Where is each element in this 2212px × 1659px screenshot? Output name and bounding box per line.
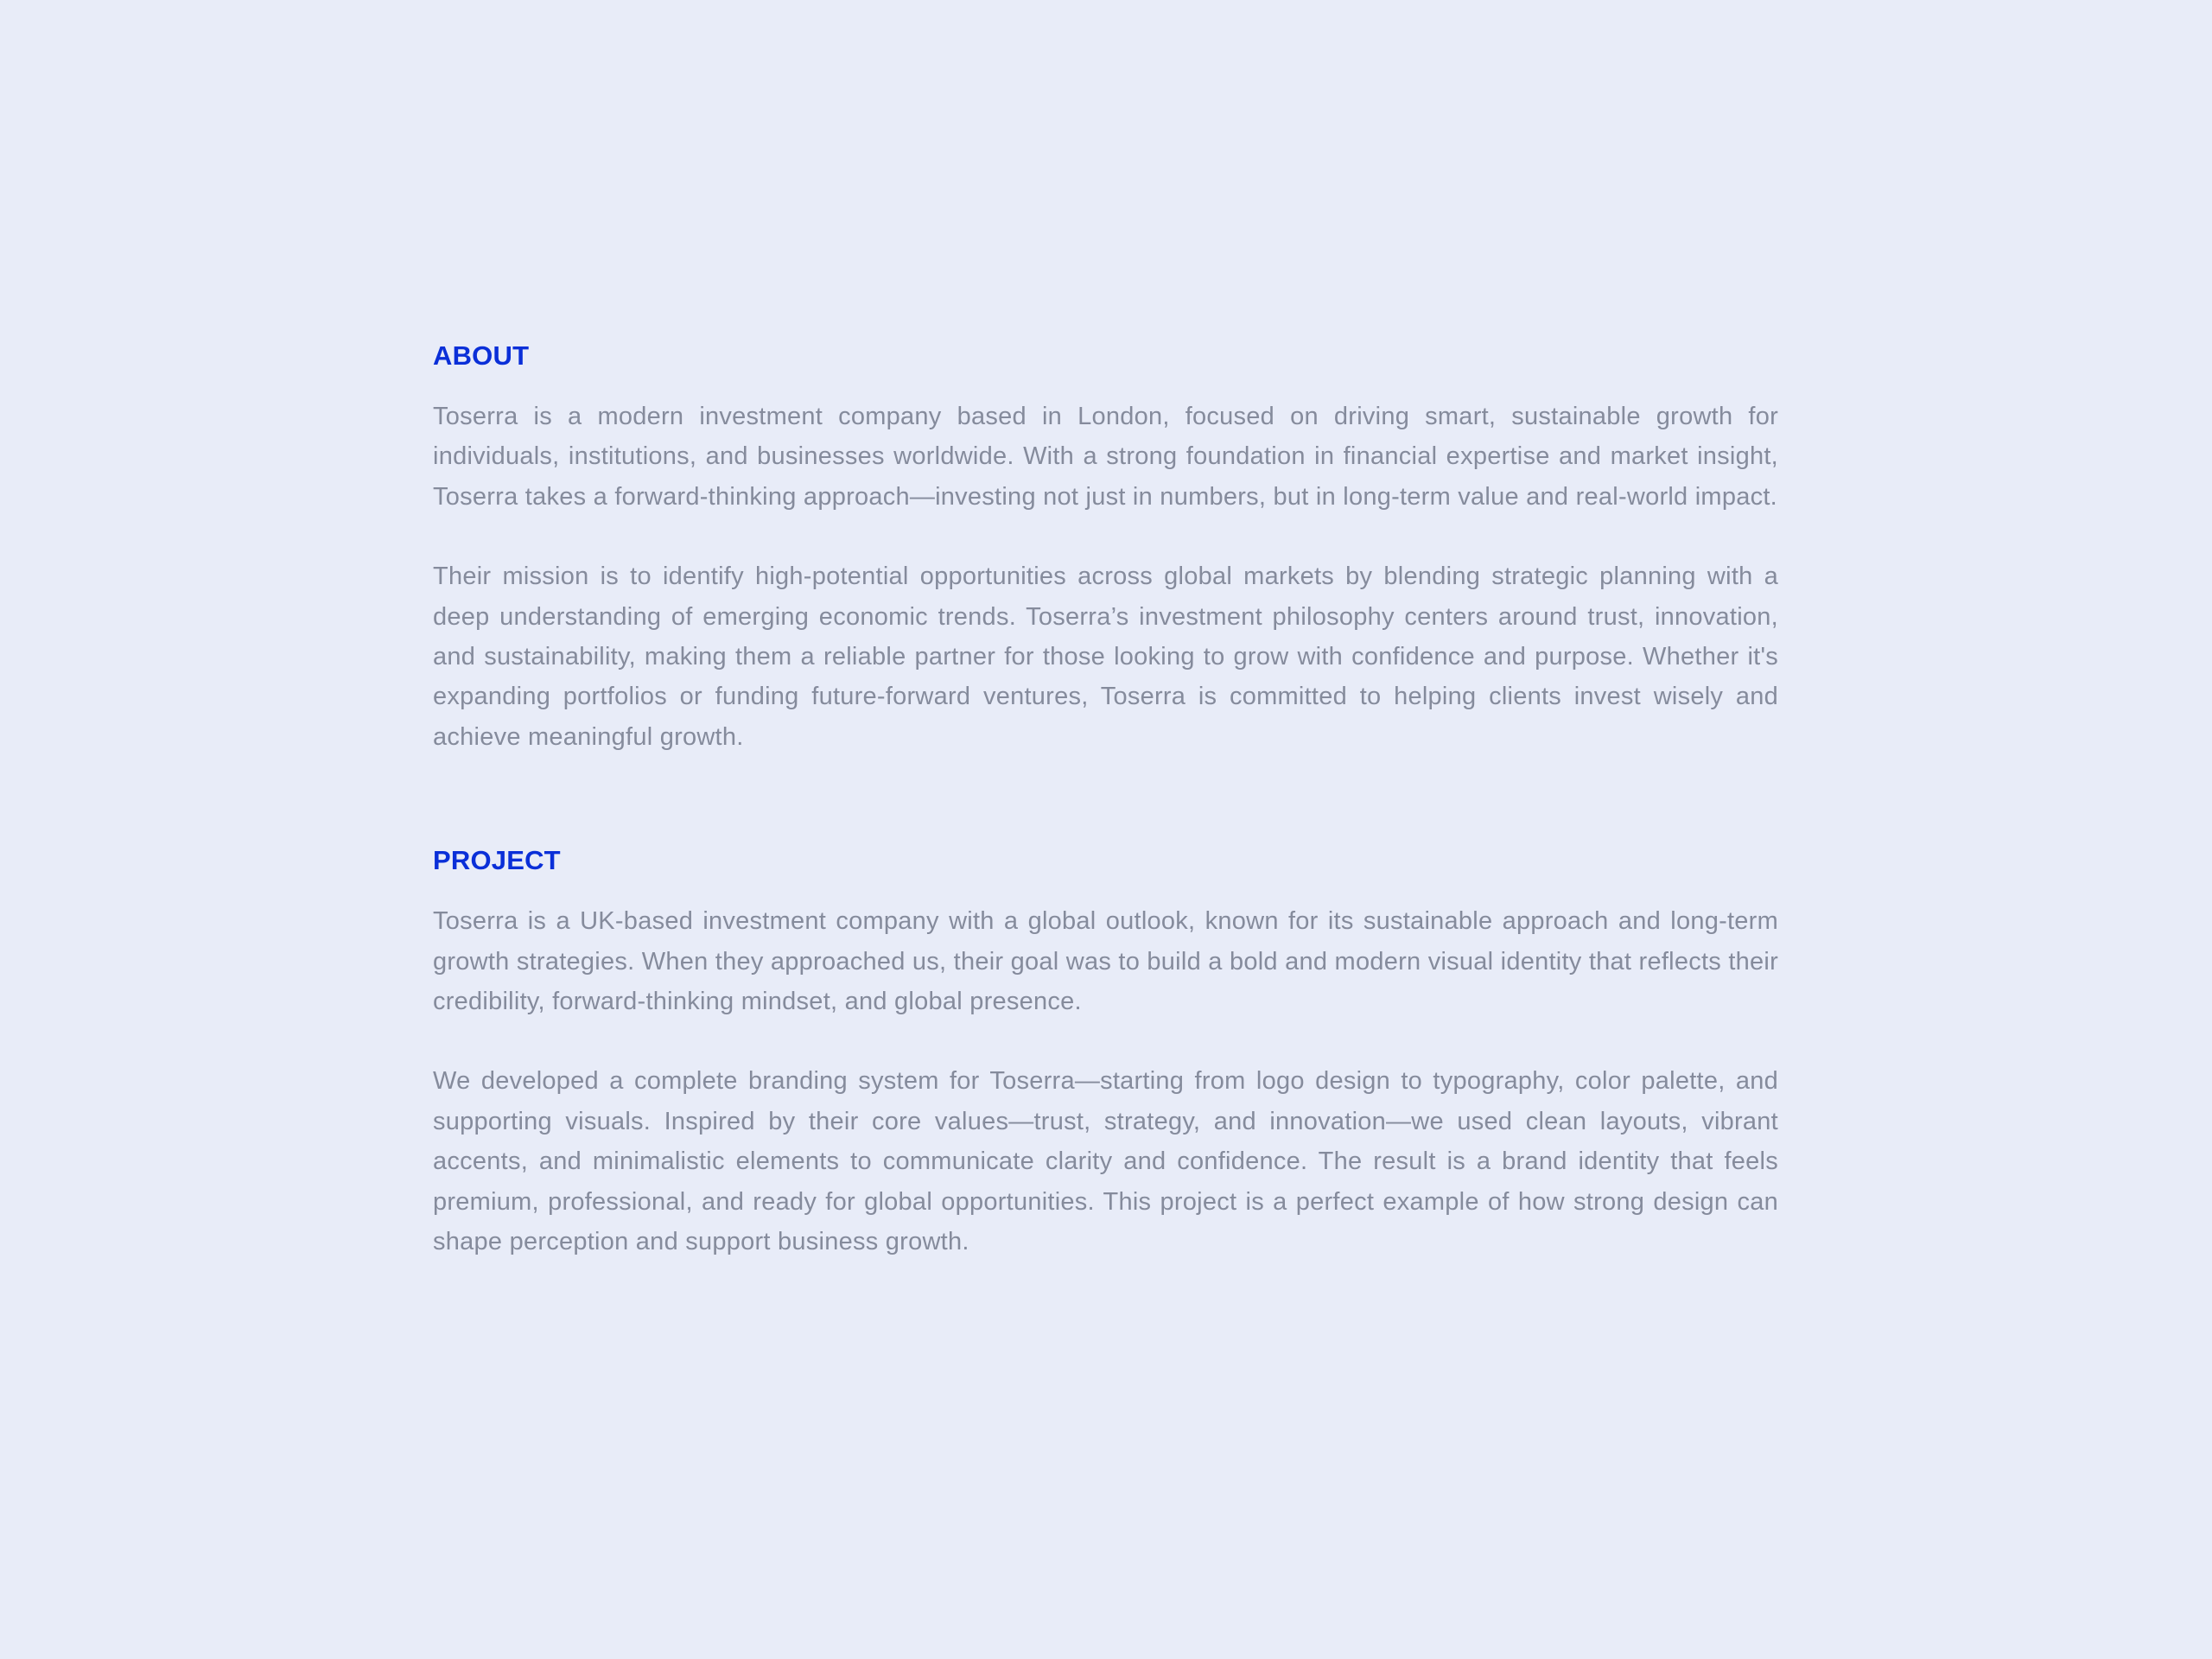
project-paragraph-2: We developed a complete branding system for Toserra—starting from logo design to typography, color palette, and supporting visuals. Inspired by their core values—trust, strategy, and innovation—we used clean layouts, vibrant accents, and minimalistic elements to communicate clarity and confidence. The result is a brand identity that feels premium, professional, and ready for global opportunities. This project is a perfect example of how strong design can shape perception and support business growth.	[433, 1067, 1778, 1256]
about-paragraph-1: Toserra is a modern investment company based in London, focused on driving smart, sustainable growth for individuals, institutions, and businesses worldwide. With a strong foundation in financial expertise and market insight, Toserra takes a forward-thinking approach—investing not just in numbers, but in long-term value and real-world impact.	[433, 403, 1778, 511]
project-heading: PROJECT	[433, 845, 561, 876]
content	[433, 337, 1778, 1262]
project-paragraph-1: Toserra is a UK-based investment company with a global outlook, known for its sustainable approach and long-term growth strategies. When they approached us, their goal was to build a bold and modern visual identity that reflects their credibility, forward-thinking mindset, and global presence.	[433, 907, 1778, 1016]
about-heading: ABOUT	[433, 340, 530, 371]
about-section	[433, 337, 1778, 757]
about-paragraph-2: Their mission is to identify high-potential opportunities across global markets by blending strategic planning with a deep understanding of emerging economic trends. Toserra’s investment philosophy centers around trust, innovation, and sustainability, making them a reliable partner for those looking to grow with confidence and purpose. Whether it's expanding portfolios or funding future-forward ventures, Toserra is committed to helping clients invest wisely and achieve meaningful growth.	[433, 563, 1778, 751]
project-section	[433, 842, 1778, 1262]
